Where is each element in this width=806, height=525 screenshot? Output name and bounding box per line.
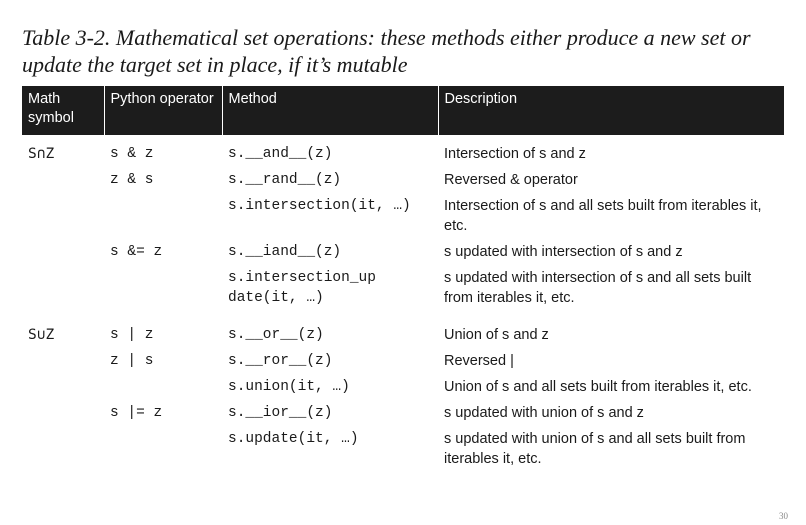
operator-cell: s & z <box>110 146 154 162</box>
math-symbol-cell <box>22 193 104 239</box>
header-row <box>22 86 784 135</box>
table-row <box>22 426 784 472</box>
table-row <box>22 167 784 193</box>
description-cell: Union of s and z <box>444 327 549 343</box>
method-cell: s.union(it, …) <box>228 379 350 395</box>
description-cell: s updated with union of s and z <box>444 405 644 421</box>
method-cell: s.__ror__(z) <box>228 353 333 369</box>
table-row <box>22 374 784 400</box>
operator-cell <box>104 426 222 472</box>
method-cell: s.update(it, …) <box>228 431 359 447</box>
math-symbol-cell <box>22 167 104 193</box>
description-cell: s updated with intersection of s and z <box>444 244 683 260</box>
math-symbol-cell <box>22 374 104 400</box>
table-row <box>22 311 784 348</box>
table-row <box>22 193 784 239</box>
description-cell: Reversed | <box>444 353 514 369</box>
method-cell: s.__and__(z) <box>228 146 333 162</box>
description-cell: Reversed & operator <box>444 172 578 188</box>
table-row <box>22 348 784 374</box>
table-row <box>22 265 784 311</box>
operator-cell <box>104 265 222 311</box>
header-method: Method <box>222 86 438 135</box>
set-operations-table <box>22 86 784 472</box>
table-caption: Table 3-2. Mathematical set operations: these methods either produce a new set or update the target set in place, if it’s mutable <box>22 25 751 77</box>
page-number: 30 <box>779 511 788 521</box>
table-row <box>22 135 784 167</box>
description-cell: s updated with intersection of s and all sets built from iterables it, etc. <box>444 270 752 306</box>
operator-cell: z | s <box>110 353 154 369</box>
description-cell: Intersection of s and all sets built from iterables it, etc. <box>444 198 762 234</box>
math-symbol-cell <box>22 239 104 265</box>
math-symbol-cell <box>22 400 104 426</box>
table-row <box>22 239 784 265</box>
method-cell: s.__ior__(z) <box>228 405 333 421</box>
table-row <box>22 400 784 426</box>
method-cell: s.intersection(it, …) <box>228 198 411 214</box>
operator-cell: s | z <box>110 327 154 343</box>
description-cell: Union of s and all sets built from iterables it, etc. <box>444 379 752 395</box>
math-symbol-cell: S∩Z <box>28 146 55 162</box>
math-symbol-cell <box>22 265 104 311</box>
method-cell: s.__or__(z) <box>228 327 324 343</box>
method-cell: s.intersection_up date(it, …) <box>228 270 376 306</box>
method-cell: s.__rand__(z) <box>228 172 342 188</box>
operator-cell: s &= z <box>110 244 163 260</box>
operator-cell: s |= z <box>110 405 163 421</box>
method-cell: s.__iand__(z) <box>228 244 342 260</box>
math-symbol-cell: S∪Z <box>28 327 55 343</box>
description-cell: Intersection of s and z <box>444 146 586 162</box>
math-symbol-cell <box>22 426 104 472</box>
description-cell: s updated with union of s and all sets built from iterables it, etc. <box>444 431 746 467</box>
operator-cell: z & s <box>110 172 154 188</box>
header-math-symbol: Math symbol <box>22 86 104 135</box>
header-python-operator: Python operator <box>104 86 222 135</box>
math-symbol-cell <box>22 348 104 374</box>
operator-cell <box>104 193 222 239</box>
operator-cell <box>104 374 222 400</box>
header-description: Description <box>438 86 784 135</box>
